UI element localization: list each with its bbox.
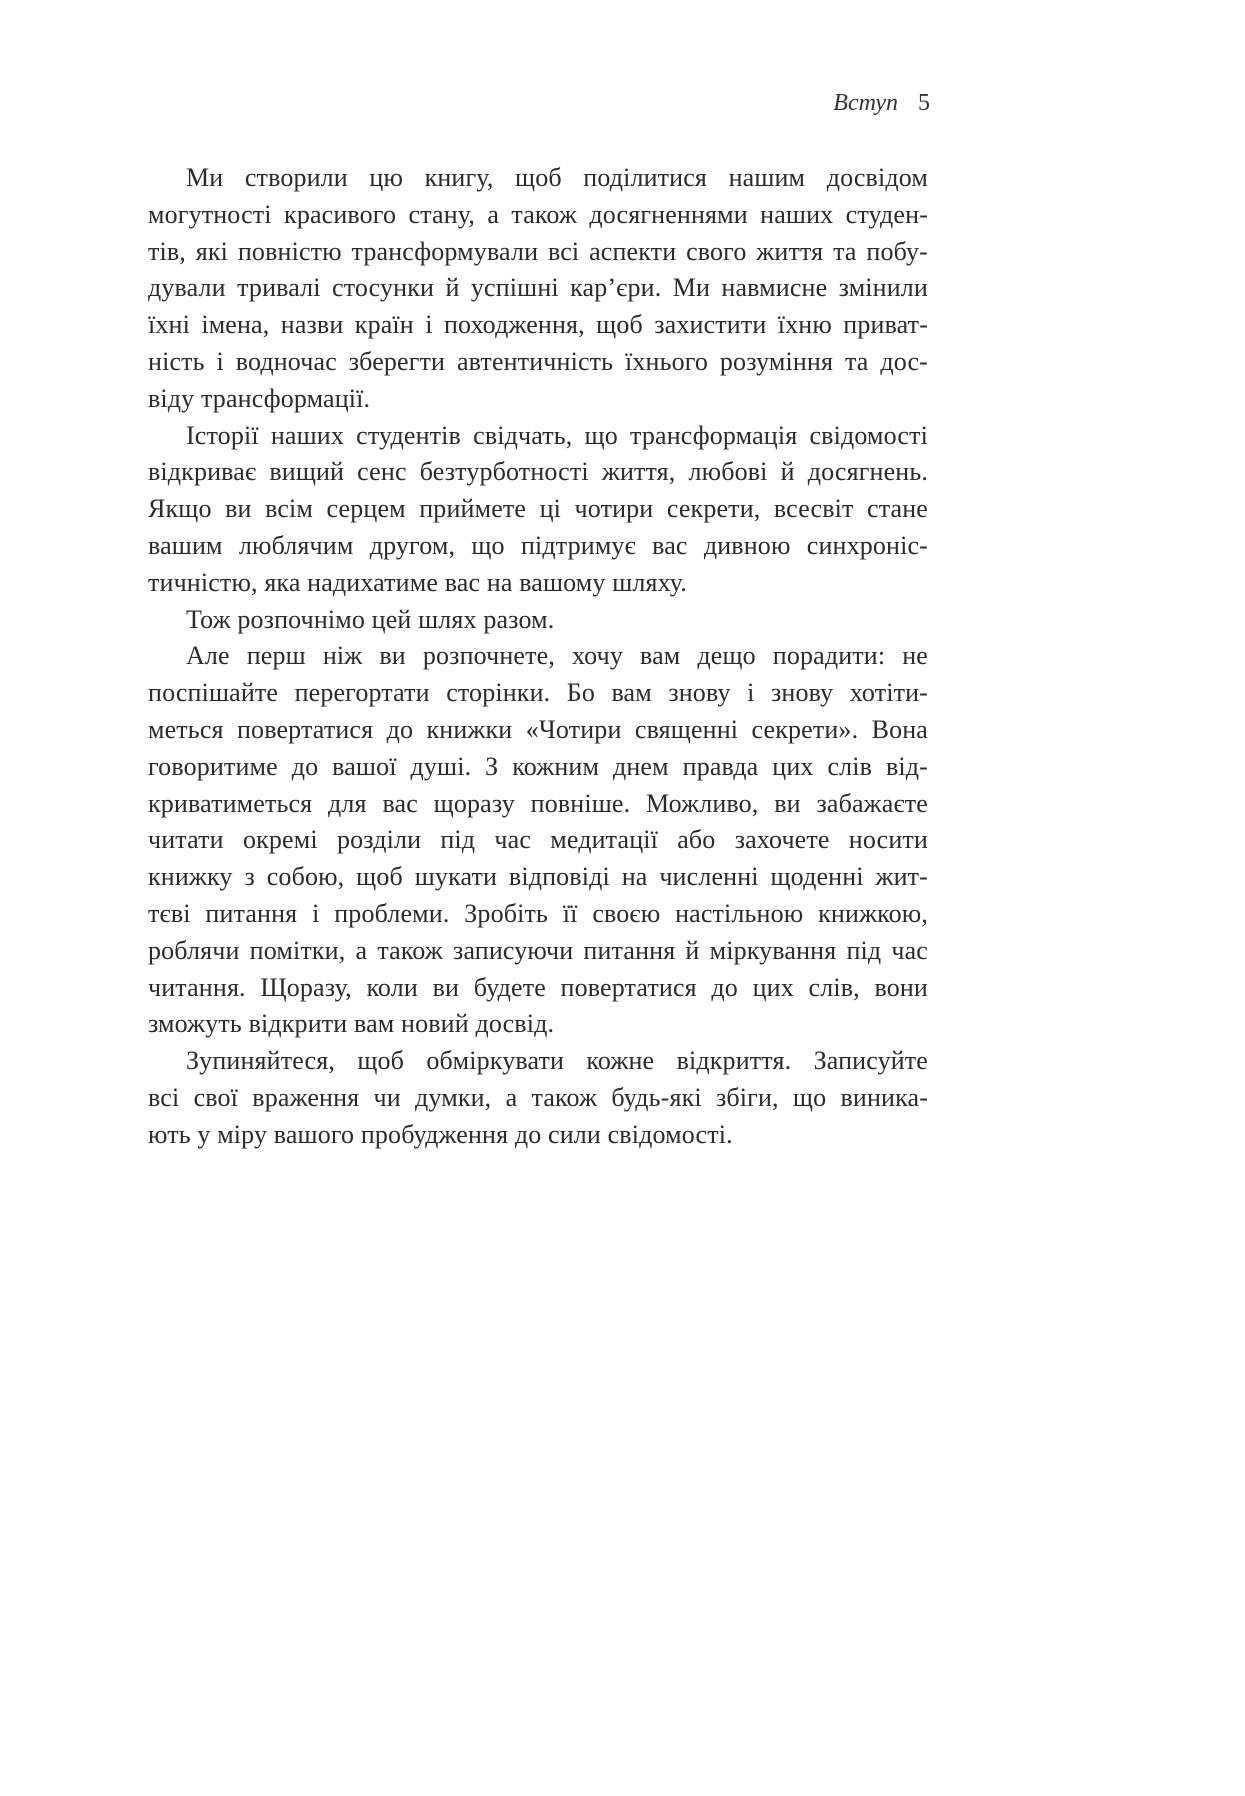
body-text	[148, 160, 928, 1154]
paragraph	[148, 1043, 928, 1153]
text-line: читати окремі розділи під час медитації або захочете носити	[148, 825, 928, 855]
text-line: Якщо ви всім серцем приймете ці чотири секрети, всесвіт стане	[148, 494, 928, 524]
text-line: ють у міру вашого пробудження до сили свідомості.	[148, 1119, 733, 1149]
text-line: Але перш ніж ви розпочнете, хочу вам дещо порадити: не	[186, 641, 928, 671]
text-line: тичністю, яка надихатиме вас на вашому шляху.	[148, 567, 687, 597]
text-line: їхні імена, назви країн і походження, щоб захистити їхню приват-	[148, 310, 928, 340]
text-line: ність і водночас зберегти автентичність їхнього розуміння та дос-	[148, 346, 928, 376]
paragraph	[148, 160, 928, 418]
paragraph	[148, 602, 928, 639]
paragraph	[148, 418, 928, 602]
text-line: меться повертатися до книжки «Чотири священні секрети». Вона	[148, 714, 928, 744]
text-line: роблячи помітки, а також записуючи питання й міркування під час	[148, 935, 928, 965]
paragraph	[148, 638, 928, 1043]
text-line: читання. Щоразу, коли ви будете повертатися до цих слів, вони	[148, 972, 928, 1002]
text-line: всі свої враження чи думки, а також будь-які збіги, що виника-	[148, 1082, 928, 1112]
text-line: могутності красивого стану, а також досягненнями наших студен-	[148, 199, 928, 229]
text-line: Зупиняйтеся, щоб обміркувати кожне відкриття. Записуйте	[186, 1046, 928, 1076]
text-line: Тож розпочнімо цей шлях разом.	[186, 604, 555, 634]
text-line: вашим люблячим другом, що підтримує вас дивною синхроніс-	[148, 530, 928, 560]
text-line: тєві питання і проблеми. Зробіть її своєю настільною книжкою,	[148, 898, 928, 928]
text-line: відкриває вищий сенс безтурботності життя, любові й досягнень.	[148, 457, 928, 487]
running-header	[833, 88, 930, 118]
section-title: Вступ	[833, 90, 898, 116]
page-number: 5	[918, 90, 930, 116]
text-line: Історії наших студентів свідчать, що трансформація свідомості	[186, 420, 928, 450]
text-line: книжку з собою, щоб шукати відповіді на численні щоденні жит-	[148, 862, 928, 892]
text-line: дували тривалі стосунки й успішні кар’єри. Ми навмисне змінили	[148, 273, 928, 303]
text-line: криватиметься для вас щоразу повніше. Можливо, ви забажаєте	[148, 788, 928, 818]
text-line: Ми створили цю книгу, щоб поділитися нашим досвідом	[186, 163, 928, 192]
text-line: віду трансформації.	[148, 383, 371, 413]
text-line: говоритиме до вашої душі. З кожним днем правда цих слів від-	[148, 751, 928, 781]
text-line: зможуть відкрити вам новий досвід.	[148, 1009, 555, 1039]
text-line: тів, які повністю трансформували всі аспекти свого життя та побу-	[148, 236, 928, 266]
text-line: поспішайте перегортати сторінки. Бо вам знову і знову хотіти-	[148, 678, 928, 708]
